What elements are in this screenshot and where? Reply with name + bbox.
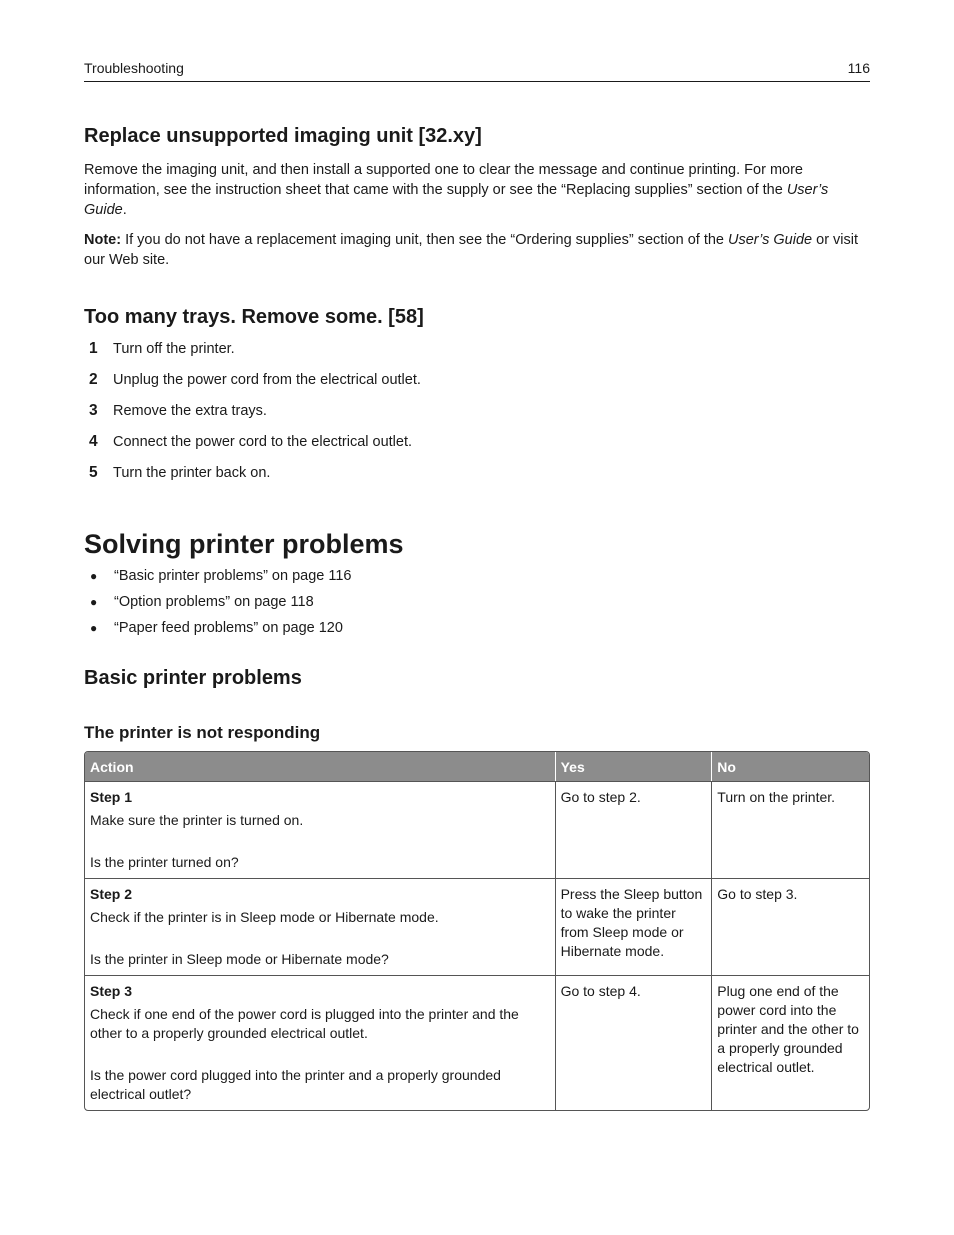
list-item: 2 Unplug the power cord from the electrical outlet. — [89, 371, 421, 388]
section-title-imaging-unit: Replace unsupported imaging unit [32.xy] — [84, 125, 482, 147]
table-header-row — [85, 752, 869, 781]
table-row — [85, 781, 869, 878]
subsection-title-not-responding: The printer is not responding — [84, 723, 321, 742]
step-label: Step 3 — [90, 983, 133, 999]
step-instruction: Check if the printer is in Sleep mode or Hibernate mode. — [90, 909, 439, 925]
yes-cell: Press the Sleep button to wake the printer from Sleep mode or Hibernate mode. — [555, 878, 712, 975]
table-row — [85, 975, 869, 1110]
users-guide-reference: User’s Guide — [728, 232, 813, 248]
step-label: Step 2 — [90, 886, 133, 902]
step-label: Step 1 — [90, 789, 133, 805]
chapter-links-list — [84, 566, 870, 644]
list-item[interactable] — [84, 566, 870, 592]
cross-reference-link[interactable]: “Paper feed problems” on page 120 — [114, 620, 343, 636]
action-cell — [85, 975, 555, 1110]
action-cell — [85, 878, 555, 975]
table-row — [85, 878, 869, 975]
step-question: Is the printer turned on? — [90, 854, 239, 870]
no-cell: Go to step 3. — [711, 878, 869, 975]
bullet-icon: ● — [90, 621, 98, 635]
cross-reference-link[interactable]: “Option problems” on page 118 — [114, 594, 314, 610]
users-guide-reference: User’s Guide — [84, 182, 829, 218]
column-header-action: Action — [85, 752, 555, 781]
step-instruction: Check if one end of the power cord is plugged into the printer and the other to a properly grounded electrical outlet. — [90, 1006, 519, 1041]
list-item: 4 Connect the power cord to the electrical outlet. — [89, 433, 413, 450]
action-cell — [85, 781, 555, 878]
list-item: 5 Turn the printer back on. — [89, 464, 271, 481]
no-cell: Turn on the printer. — [711, 781, 869, 878]
yes-cell: Go to step 2. — [555, 781, 712, 878]
yes-cell: Go to step 4. — [555, 975, 712, 1110]
troubleshooting-table — [84, 751, 870, 1111]
tray-steps-list — [84, 339, 870, 494]
page-content — [84, 122, 870, 1111]
step-question: Is the power cord plugged into the printer and a properly grounded electrical outlet? — [90, 1067, 501, 1102]
list-item[interactable] — [84, 592, 870, 618]
header-page-number: 116 — [847, 60, 870, 76]
header-section-title: Troubleshooting — [84, 60, 184, 76]
step-instruction: Make sure the printer is turned on. — [90, 812, 304, 828]
note-label: Note: — [84, 232, 122, 248]
list-item[interactable] — [84, 618, 870, 644]
imaging-unit-paragraph: Remove the imaging unit, and then install a supported one to clear the message and continue printing. For more information, see the instruction sheet that came with the supply or see the “Replacing supplies” section of the User’s Guide. — [84, 162, 829, 218]
section-title-basic-problems: Basic printer problems — [84, 667, 302, 689]
step-question: Is the printer in Sleep mode or Hibernate mode? — [90, 951, 389, 967]
no-cell: Plug one end of the power cord into the printer and the other to a properly grounded electrical outlet. — [711, 975, 869, 1110]
cross-reference-link[interactable]: “Basic printer problems” on page 116 — [114, 568, 352, 584]
list-item: 3 Remove the extra trays. — [89, 402, 267, 419]
column-header-no: No — [711, 752, 869, 781]
list-item: 1 Turn off the printer. — [89, 340, 235, 357]
section-title-too-many-trays: Too many trays. Remove some. [58] — [84, 306, 424, 328]
column-header-yes: Yes — [555, 752, 712, 781]
bullet-icon: ● — [90, 569, 98, 583]
chapter-title: Solving printer problems — [84, 529, 404, 559]
page-header — [84, 60, 870, 82]
imaging-unit-note: Note: If you do not have a replacement imaging unit, then see the “Ordering supplies” section of the User’s Guide or visit our Web site. — [84, 232, 859, 268]
bullet-icon: ● — [90, 595, 98, 609]
